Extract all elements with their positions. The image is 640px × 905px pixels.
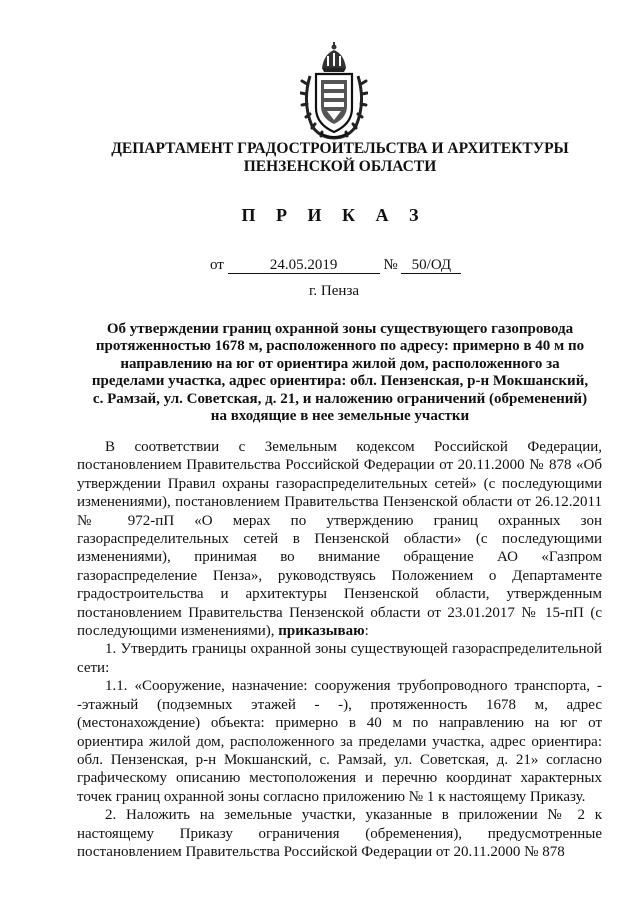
city-name: г. Пенза (308, 283, 360, 299)
order-from-label: от (210, 257, 224, 273)
item-2-paragraph: 2. Наложить на земельные участки, указанные в приложении № 2 к настоящему Приказу ограничения (обременения), предусмотренные постановлением Правительства Российской Федерации от 20.11.2000 № 878 (77, 807, 602, 860)
item-1-1-paragraph: 1.1. «Сооружение, назначение: сооружения трубопроводного транспорта, - -этажный (подземных этажей - -), протяженность 1678 м, адрес (местонахождение) объекта: примерно в 40 м по направлению на юг от ориентира жилой дом, расположенного за пределами участка, адрес ориентира: обл. Пензенская, р-н Мокшанский, с. Рамзай, ул. Советская, д. 21» согласно графическому описанию местоположения и перечню координат характерных точек границ охранной зоны согласно приложению № 1 к настоящему Приказу. (77, 678, 602, 805)
order-body-text (77, 438, 602, 861)
preamble-paragraph: В соответствии с Земельным кодексом Российской Федерации, постановлением Правительства Российской Федерации от 20.11.2000 № 878 «Об утверждении Правил охраны газораспределительных сетей» (с последующими изменениями), постановлением Правительства Пензенской области от 26.12.2011 № 972-пП «О мерах по утверждению границ охранных зон газораспределительных сетей в Пензенской области» (с последующими изменениями), принимая во внимание обращение АО «Газпром газораспределение Пенза», руководствуясь Положением о Департаменте градостроительства и архитектуры Пензенской области, утвержденным постановлением Правительства Пензенской области от 23.01.2017 № 15-пП (с последующими изменениями), приказываю: (77, 439, 602, 640)
coat-of-arms-emblem (300, 42, 368, 142)
document-type-title: П Р И К А З (241, 205, 427, 225)
order-number: 50/ОД (401, 257, 461, 274)
item-1-paragraph: 1. Утвердить границы охранной зоны существующей газораспределительной сети: (77, 641, 602, 676)
order-date: 24.05.2019 (228, 257, 380, 274)
preamble-text: В соответствии с Земельным кодексом Российской Федерации, постановлением Правительства Российской Федерации от 20.11.2000 № 878 «Об утверждении Правил охраны газораспределительных сетей» (с последующими изменениями), постановлением Правительства Пензенской области от 26.12.2011 № 972-пП «О мерах по утверждению границ охранных зон газораспределительных сетей в Пензенской области» (с последующими изменениями), принимая во внимание обращение АО «Газпром газораспределение Пенза», руководствуясь Положением о Департаменте градостроительства и архитектуры Пензенской области, утвержденным постановлением Правительства Пензенской области от 23.01.2017 № 15-пП (с последующими изменениями), (77, 439, 602, 640)
department-name: ДЕПАРТАМЕНТ ГРАДОСТРОИТЕЛЬСТВА И АРХИТЕКТУРЫ ПЕНЗЕНСКОЙ ОБЛАСТИ (111, 140, 569, 175)
preamble-keyword: приказываю (278, 623, 365, 640)
order-number-label: № (383, 257, 398, 273)
order-subject-title: Об утверждении границ охранной зоны существующего газопровода протяженностью 1678 м, расположенного по адресу: примерно в 40 м по направлению на юг от ориентира жилой дом, расположенного за пределами участка, адрес ориентира: обл. Пензенская, р-н Мокшанский, с. Рамзай, ул. Советская, д. 21, и наложению ограничений (обременений) на входящие в нее земельные участки (91, 321, 589, 425)
order-date-number-line (210, 257, 461, 274)
